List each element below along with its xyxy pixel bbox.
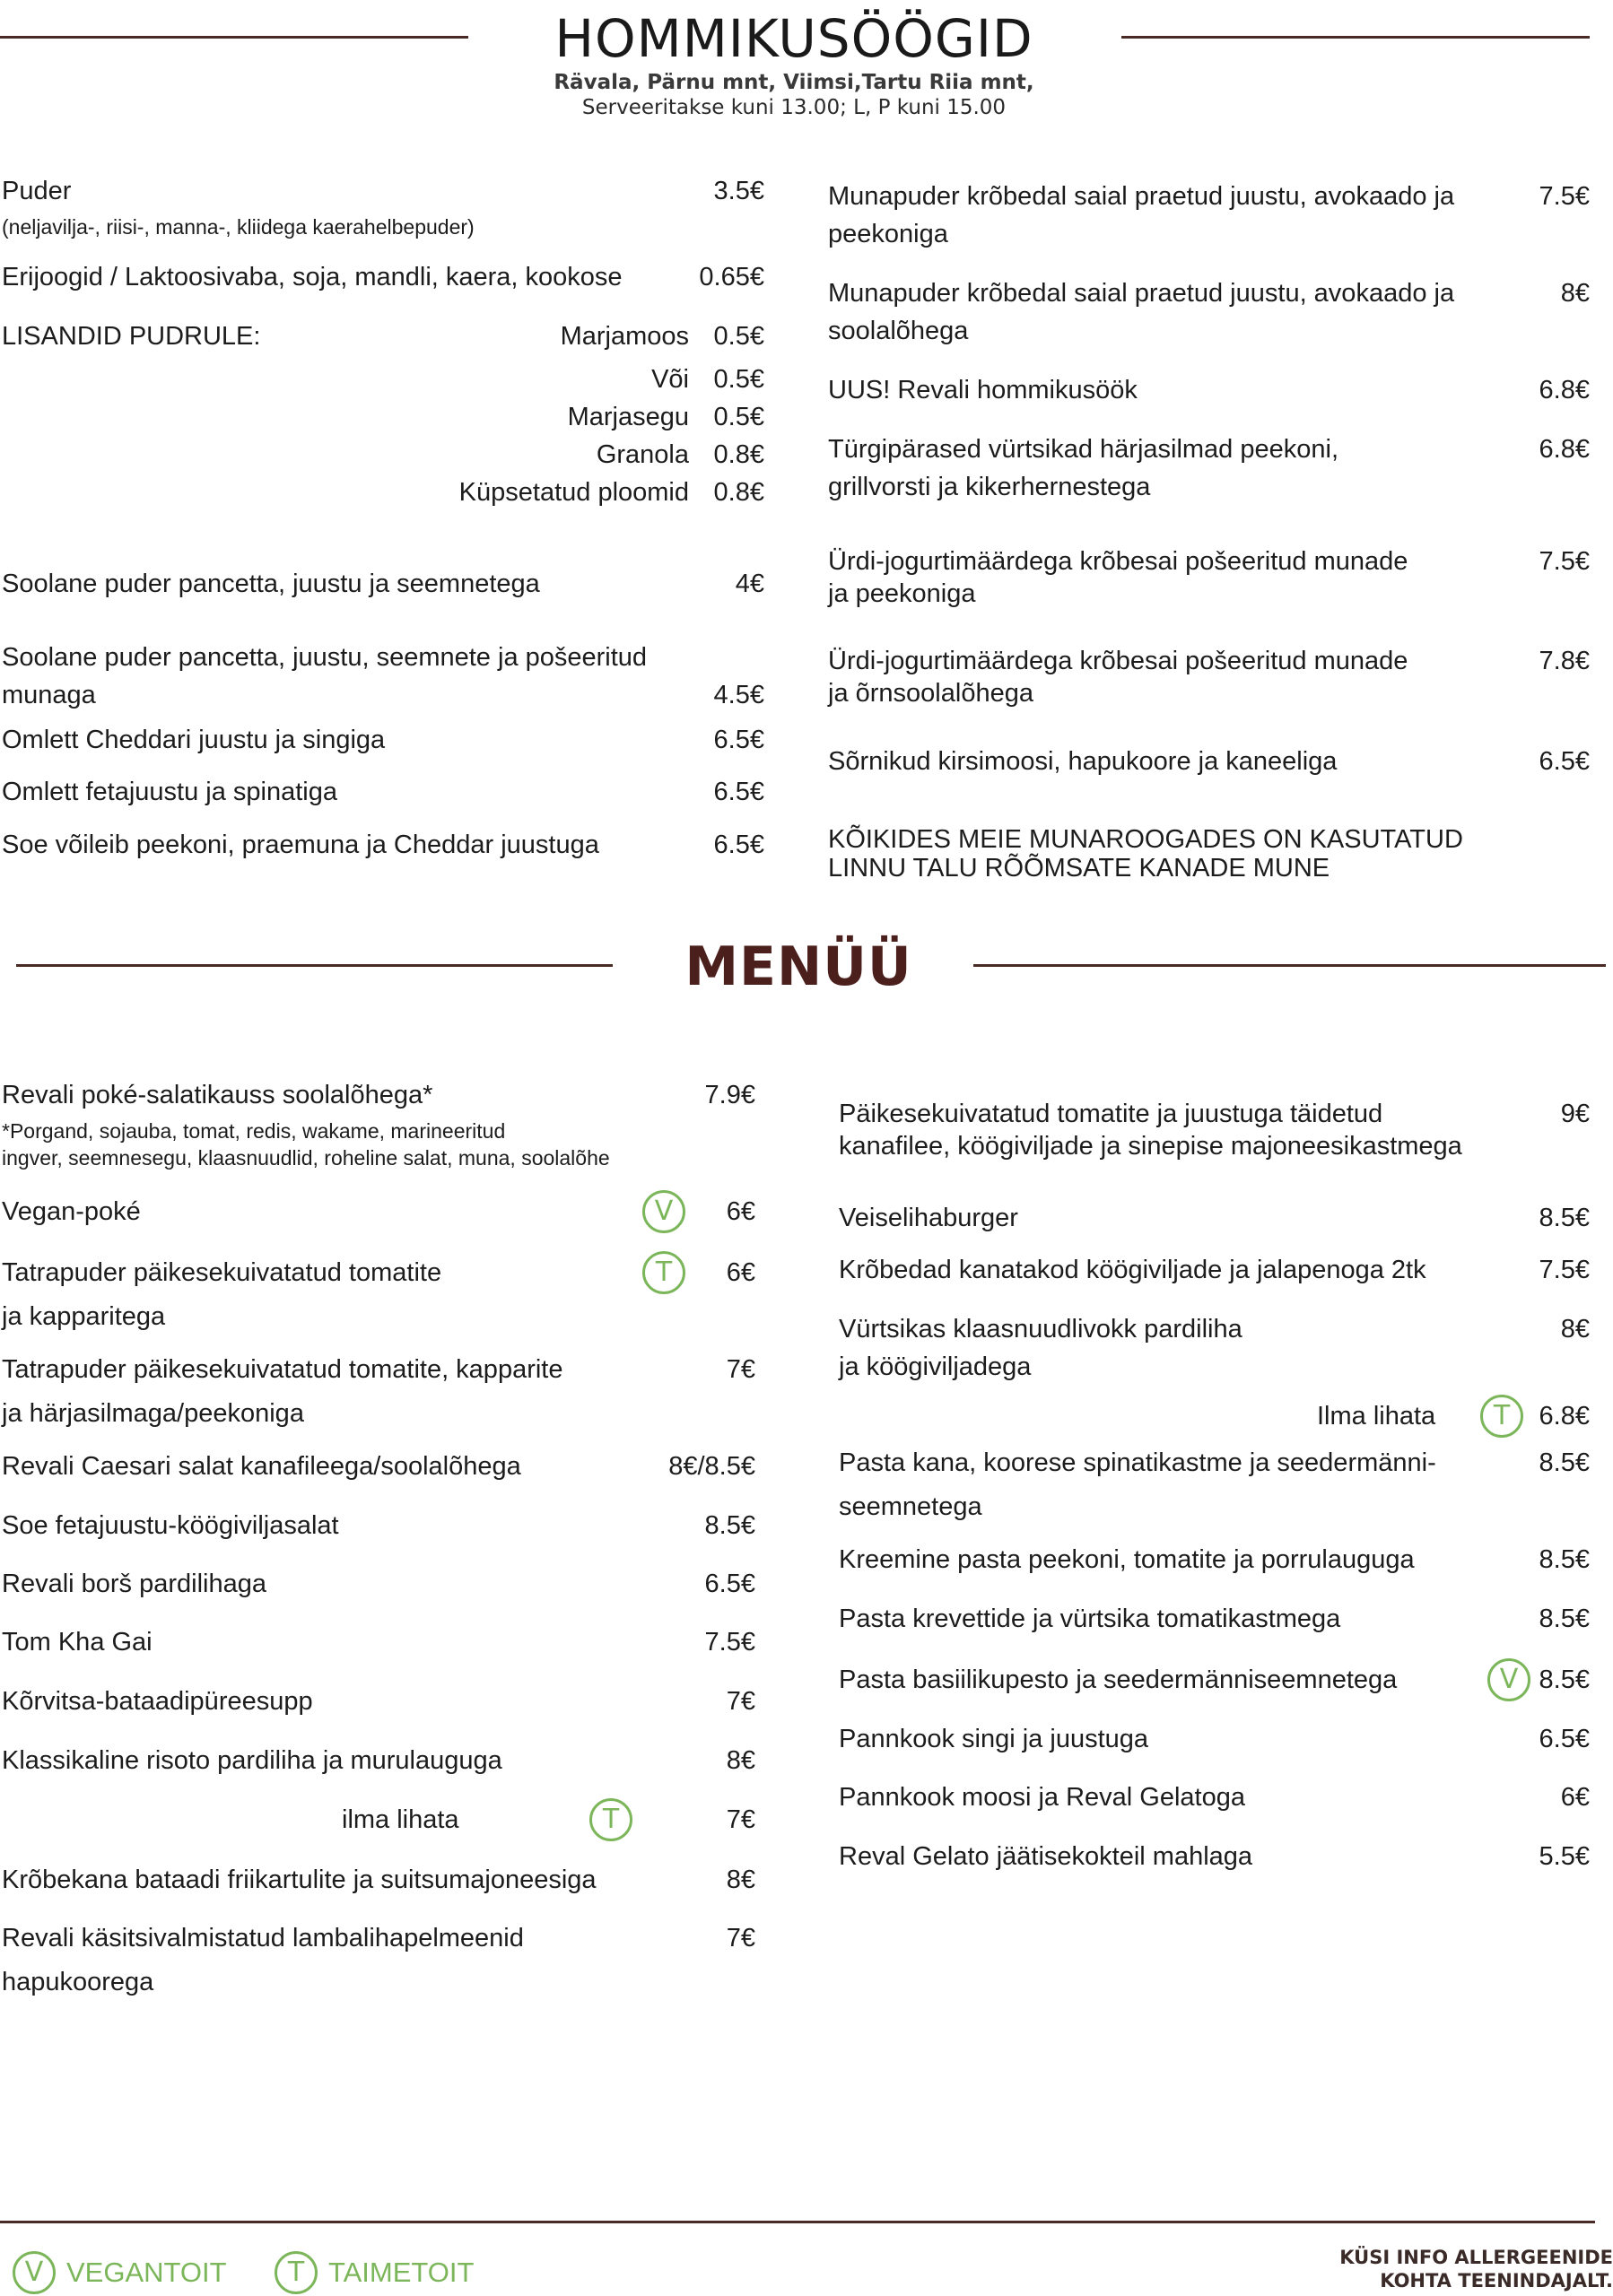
addons-heading: LISANDID PUDRULE: [2, 322, 261, 351]
menu-item-price: 8€/8.5€ [668, 1452, 755, 1481]
menu-item-name: UUS! Revali hommikusöök [828, 376, 1138, 404]
menu-item-name: Pasta krevettide ja vürtsika tomatikastmega [839, 1605, 1341, 1633]
menu-item-price: 6.5€ [713, 726, 764, 754]
menu-item-price: 6.5€ [1539, 747, 1590, 776]
menu-item-name: Puder [2, 177, 72, 205]
menu-item-name-cont: munaga [2, 681, 96, 709]
menu-item-name-cont: grillvorsti ja kikerhernestega [828, 473, 1151, 501]
menu-item-note: (neljavilja-, riisi-, manna-, kliidega kaerahelbepuder) [2, 215, 475, 239]
vegan-badge: V [642, 1190, 685, 1233]
menu-item-price: 6.8€ [1539, 1402, 1590, 1431]
menu-item-name: Türgipärased vürtsikad härjasilmad peekoni, [828, 435, 1339, 464]
menu-item-name: Pannkook singi ja juustuga [839, 1725, 1149, 1753]
allergen-note [1236, 2246, 1613, 2292]
header-rule-left [0, 36, 468, 39]
allergen-note-line1: KÜSI INFO ALLERGEENIDE [1339, 2247, 1613, 2268]
menu-item-price: 6.8€ [1539, 435, 1590, 464]
menu-item-price: 7€ [726, 1924, 755, 1952]
menu-item-price: 8€ [726, 1866, 755, 1894]
menu-item-name-cont: ja kapparitega [2, 1302, 166, 1331]
addon-price: 0.5€ [713, 322, 764, 351]
menu-item-price: 4€ [735, 570, 764, 598]
menu-item-price: 6€ [726, 1197, 755, 1226]
menu-item-name: Vürtsikas klaasnuudlivokk pardiliha [839, 1315, 1242, 1344]
menu-item-name: Soolane puder pancetta, juustu ja seemnetega [2, 570, 540, 598]
addon-name: Marjasegu [567, 403, 689, 431]
egg-notice-cont: LINNU TALU RÕÕMSATE KANADE MUNE [828, 854, 1330, 883]
menu-item-price: 4.5€ [713, 681, 764, 709]
menu-item-price: 6.8€ [1539, 376, 1590, 404]
menu-item-name-cont: ja õrnsoolalõhega [828, 679, 1033, 708]
addon-name: Marjamoos [560, 322, 689, 351]
menu-item-name: Sõrnikud kirsimoosi, hapukoore ja kaneeliga [828, 747, 1338, 776]
addon-name: Granola [596, 440, 689, 469]
menu-item-price: 7€ [726, 1687, 755, 1716]
menu-item-name: Ürdi-jogurtimäärdega krõbesai pošeeritud munade [828, 647, 1408, 675]
menu-item-price: 8.5€ [1539, 1605, 1590, 1633]
menu-item-name-cont: ja köögiviljadega [839, 1352, 1032, 1381]
vegetarian-badge: T [642, 1251, 685, 1294]
vegan-legend-label: VEGANTOIT [66, 2257, 227, 2288]
menu-item-name: Omlett Cheddari juustu ja singiga [2, 726, 386, 754]
menu-item-price: 7.5€ [1539, 1256, 1590, 1284]
menu-item-note: *Porgand, sojauba, tomat, redis, wakame, marineeritud [2, 1119, 506, 1143]
menu-item-price: 8€ [726, 1746, 755, 1775]
menu-item-name: Munapuder krõbedal saial praetud juustu, avokaado ja [828, 182, 1455, 211]
menu-item-name: Veiselihaburger [839, 1204, 1018, 1232]
menu-item-price: 8.5€ [1539, 1448, 1590, 1477]
menu-item-name: Revali poké-salatikauss soolalõhega* [2, 1081, 433, 1109]
menu-item-price: 7.8€ [1539, 647, 1590, 675]
menu-title: MENÜÜ [684, 935, 912, 998]
menu-item-name: Tatrapuder päikesekuivatatud tomatite [2, 1258, 442, 1287]
menu-item-price: 3.5€ [713, 177, 764, 205]
menu-item-price: 8.5€ [1539, 1545, 1590, 1574]
menu-item-name: Tatrapuder päikesekuivatatud tomatite, kapparite [2, 1355, 563, 1384]
vegetarian-badge: T [1480, 1395, 1523, 1438]
allergen-note-line2: KOHTA TEENINDAJALT. [1380, 2270, 1613, 2292]
menu-item-price: 8.5€ [1539, 1204, 1590, 1232]
menu-item-name-cont: peekoniga [828, 220, 948, 248]
menu-item-name: Krõbekana bataadi friikartulite ja suitsumajoneesiga [2, 1866, 597, 1894]
menu-item-name: Pasta basiilikupesto ja seedermänniseemnetega [839, 1665, 1398, 1694]
addon-price: 0.8€ [713, 478, 764, 507]
breakfast-subtitle-2: Serveeritakse kuni 13.00; L, P kuni 15.00 [581, 96, 1007, 119]
vegan-badge: V [13, 2251, 56, 2294]
menu-item-variant: Ilma lihata [1317, 1402, 1436, 1431]
menu-item-name: Krõbedad kanatakod köögiviljade ja jalapenoga 2tk [839, 1256, 1426, 1284]
menu-item-variant: ilma lihata [342, 1805, 459, 1834]
menu-item-price: 8.5€ [1539, 1665, 1590, 1694]
menu-rule-right [973, 964, 1606, 967]
menu-item-name: Revali Caesari salat kanafileega/soolalõhega [2, 1452, 521, 1481]
vegetarian-legend-label: TAIMETOIT [328, 2257, 475, 2288]
menu-item-price: 8.5€ [704, 1511, 755, 1540]
breakfast-title: HOMMIKUSÖÖGID [554, 8, 1033, 69]
menu-item-price: 6€ [1560, 1783, 1590, 1812]
menu-item-price: 7.5€ [704, 1628, 755, 1657]
menu-item-price: 6.5€ [713, 778, 764, 806]
menu-item-name: Revali borš pardilihaga [2, 1570, 266, 1598]
menu-item-name-cont: ja peekoniga [828, 579, 976, 608]
menu-item-price: 6.5€ [713, 831, 764, 859]
menu-item-name: Päikesekuivatatud tomatite ja juustuga täidetud [839, 1100, 1383, 1128]
menu-item-name: Vegan-poké [2, 1197, 141, 1226]
menu-item-price: 7€ [726, 1805, 755, 1834]
menu-item-price: 7.9€ [704, 1081, 755, 1109]
menu-item-name: Kreemine pasta peekoni, tomatite ja porrulauguga [839, 1545, 1415, 1574]
menu-item-price: 7.5€ [1539, 182, 1590, 211]
menu-item-name: Klassikaline risoto pardiliha ja murulauguga [2, 1746, 502, 1775]
vegetarian-badge: T [275, 2251, 318, 2294]
menu-item-name: Omlett fetajuustu ja spinatiga [2, 778, 337, 806]
breakfast-subtitle-1: Rävala, Pärnu mnt, Viimsi,Tartu Riia mnt, [554, 71, 1034, 94]
vegan-badge: V [1487, 1658, 1530, 1701]
menu-item-name-cont: soolalõhega [828, 317, 969, 345]
vegetarian-badge: T [589, 1798, 632, 1841]
menu-item-price: 6.5€ [704, 1570, 755, 1598]
menu-item-name-cont: hapukoorega [2, 1968, 154, 1996]
menu-item-price: 8€ [1560, 279, 1590, 308]
menu-item-name: Tom Kha Gai [2, 1628, 153, 1657]
menu-item-name: Revali käsitsivalmistatud lambalihapelmeenid [2, 1924, 524, 1952]
menu-item-price: 7€ [726, 1355, 755, 1384]
egg-notice: KÕIKIDES MEIE MUNAROOGADES ON KASUTATUD [828, 825, 1463, 854]
menu-rule-left [16, 964, 613, 967]
menu-item-name: Reval Gelato jäätisekokteil mahlaga [839, 1842, 1253, 1871]
menu-item-name: Pannkook moosi ja Reval Gelatoga [839, 1783, 1245, 1812]
menu-item-price: 6€ [726, 1258, 755, 1287]
menu-item-name: Kõrvitsa-bataadipüreesupp [2, 1687, 313, 1716]
addon-price: 0.5€ [713, 403, 764, 431]
menu-item-name-cont: ja härjasilmaga/peekoniga [2, 1399, 304, 1428]
menu-item-name: Soe fetajuustu-köögiviljasalat [2, 1511, 339, 1540]
menu-item-price: 6.5€ [1539, 1725, 1590, 1753]
header-rule-right [1121, 36, 1590, 39]
addon-price: 0.5€ [713, 365, 764, 394]
menu-item-price: 5.5€ [1539, 1842, 1590, 1871]
menu-item-name: Soe võileib peekoni, praemuna ja Cheddar juustuga [2, 831, 599, 859]
addon-name: Küpsetatud ploomid [458, 478, 689, 507]
menu-item-name: Soolane puder pancetta, juustu, seemnete ja pošeeritud [2, 643, 648, 672]
menu-item-name-cont: kanafilee, köögiviljade ja sinepise majoneesikastmega [839, 1132, 1462, 1161]
menu-item-price: 8€ [1560, 1315, 1590, 1344]
menu-item-price: 0.65€ [699, 263, 764, 291]
menu-item-price: 7.5€ [1539, 547, 1590, 576]
menu-item-name: Erijoogid / Laktoosivaba, soja, mandli, kaera, kookose [2, 263, 623, 291]
footer-rule [0, 2221, 1595, 2223]
menu-item-note-cont: ingver, seemnesegu, klaasnuudlid, roheline salat, muna, soolalõhe [2, 1146, 610, 1170]
menu-item-name: Munapuder krõbedal saial praetud juustu, avokaado ja [828, 279, 1455, 308]
menu-item-price: 9€ [1560, 1100, 1590, 1128]
addon-name: Või [651, 365, 689, 394]
menu-item-name-cont: seemnetega [839, 1492, 982, 1521]
menu-item-name: Pasta kana, koorese spinatikastme ja seedermänni- [839, 1448, 1436, 1477]
menu-item-name: Ürdi-jogurtimäärdega krõbesai pošeeritud munade [828, 547, 1408, 576]
addon-price: 0.8€ [713, 440, 764, 469]
